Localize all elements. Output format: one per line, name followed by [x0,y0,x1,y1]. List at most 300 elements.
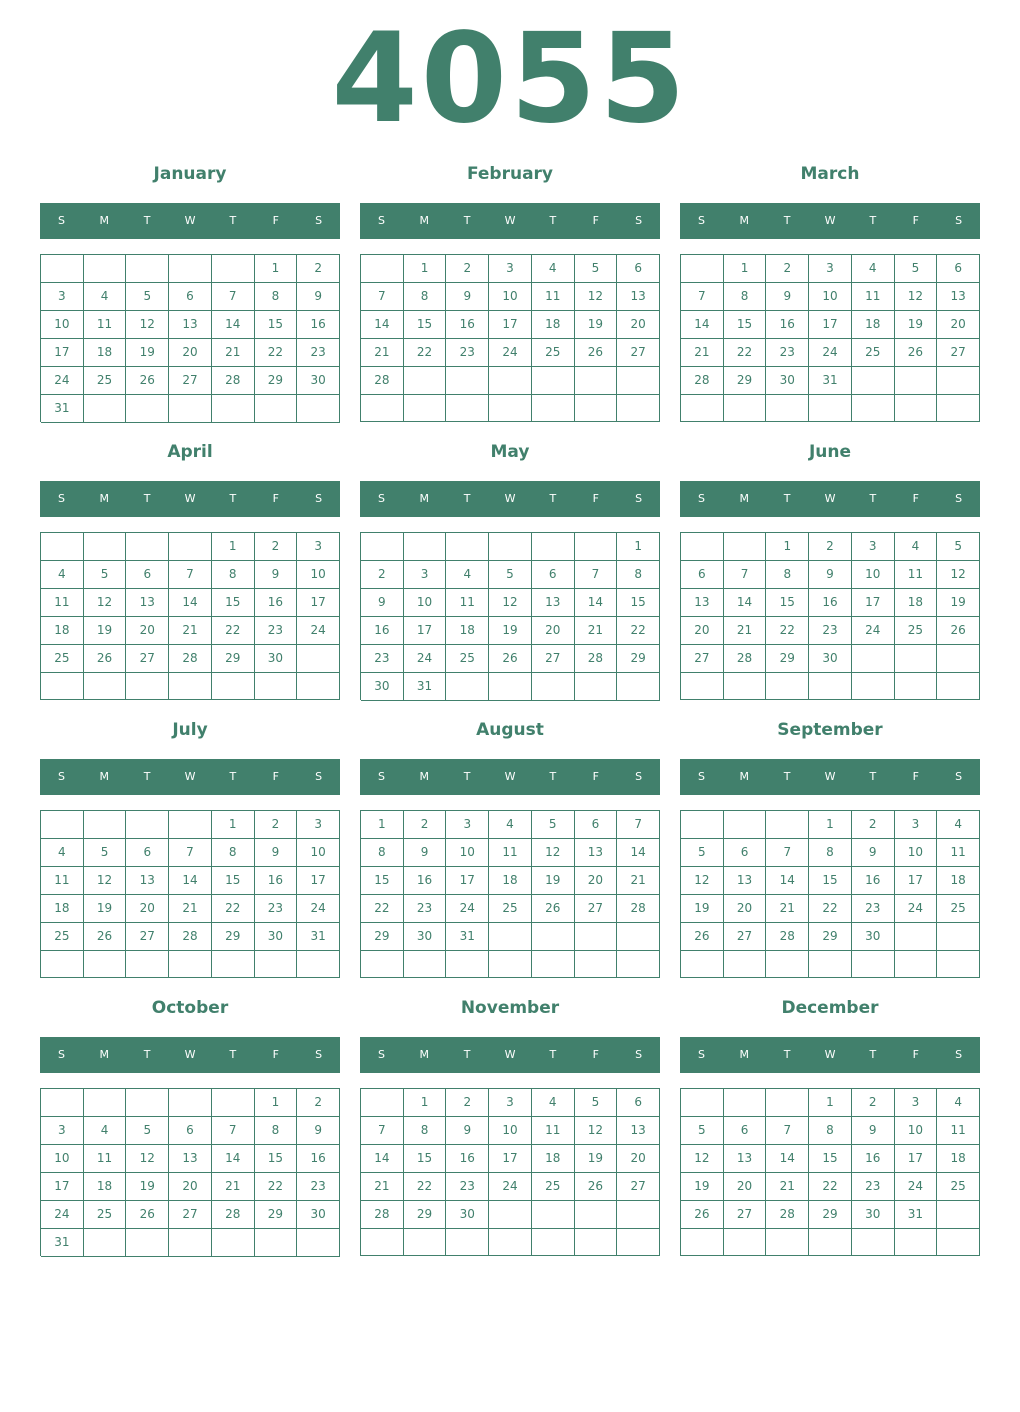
empty-day-cell [766,673,809,700]
day-cell: 12 [489,589,532,617]
empty-day-cell [297,645,340,673]
day-cell: 19 [575,1145,618,1173]
weekday-header: S [57,770,65,783]
weekday-header: T [463,1048,471,1061]
day-cell: 17 [489,1145,532,1173]
month-name: March [800,164,860,184]
day-cell: 5 [489,561,532,589]
empty-day-cell [766,395,809,422]
day-cell: 1 [255,1089,298,1117]
empty-day-cell [937,951,980,978]
day-cell: 2 [446,1089,489,1117]
day-cell: 5 [126,283,169,311]
day-cell: 5 [575,1089,618,1117]
day-cell: 8 [724,283,767,311]
empty-day-cell [681,673,724,700]
day-cell: 28 [212,1201,255,1229]
day-cell: 28 [361,1201,404,1229]
day-cell: 25 [532,1173,575,1201]
day-cell: 4 [41,839,84,867]
day-cell: 12 [895,283,938,311]
day-cell: 19 [84,895,127,923]
empty-day-cell [532,673,575,701]
weekday-header: T [783,770,791,783]
empty-day-cell [361,255,404,283]
empty-day-cell [724,811,767,839]
day-cell: 13 [169,311,212,339]
day-cell: 20 [681,617,724,645]
weekday-header: F [272,1048,279,1061]
day-cell: 8 [809,839,852,867]
empty-day-cell [169,395,212,423]
day-cell: 28 [212,367,255,395]
day-cell: 27 [126,645,169,673]
weekday-header: S [697,770,705,783]
day-cell: 19 [895,311,938,339]
weekday-header: S [57,214,65,227]
day-cell: 30 [404,923,447,951]
day-cell: 1 [617,533,660,561]
day-cell: 26 [489,645,532,673]
day-cell: 16 [446,1145,489,1173]
day-cell: 20 [532,617,575,645]
empty-day-cell [41,951,84,978]
month-name: November [460,998,560,1018]
empty-day-cell [404,533,447,561]
day-cell: 12 [575,1117,618,1145]
day-cell: 17 [809,311,852,339]
day-cell: 8 [404,283,447,311]
empty-day-cell [809,1229,852,1256]
day-cell: 14 [681,311,724,339]
day-cell: 23 [809,617,852,645]
day-cell: 27 [724,1201,767,1229]
day-cell: 11 [532,283,575,311]
day-cell: 16 [297,311,340,339]
weekday-header: S [635,770,643,783]
day-cell: 23 [255,617,298,645]
day-cell: 19 [126,339,169,367]
weekday-header-row [360,203,660,239]
day-cell: 7 [724,561,767,589]
empty-day-cell [617,395,660,422]
day-cell: 2 [297,1089,340,1117]
month-name: July [172,720,208,740]
day-cell: 27 [617,339,660,367]
empty-day-cell [169,951,212,978]
day-cell: 8 [212,561,255,589]
day-cell: 26 [895,339,938,367]
weekday-header: S [315,492,323,505]
day-cell: 28 [617,895,660,923]
day-cell: 10 [895,839,938,867]
weekday-header: S [697,492,705,505]
weekday-header-row [360,759,660,795]
day-cell: 29 [809,923,852,951]
day-cell: 12 [681,867,724,895]
weekday-header: W [504,492,516,505]
day-cell: 11 [937,1117,980,1145]
day-cell: 13 [617,1117,660,1145]
day-cell: 25 [895,617,938,645]
day-cell: 1 [404,255,447,283]
day-cell: 30 [255,923,298,951]
weekday-header: T [783,1048,791,1061]
day-cell: 10 [489,1117,532,1145]
empty-day-cell [126,951,169,978]
day-cell: 4 [852,255,895,283]
day-cell: 3 [852,533,895,561]
empty-day-cell [212,951,255,978]
weekday-header: S [635,1048,643,1061]
empty-day-cell [895,395,938,422]
weekday-header: W [504,214,516,227]
day-cell: 3 [489,255,532,283]
day-cell: 2 [766,255,809,283]
day-cell: 6 [724,1117,767,1145]
weekday-header: S [315,214,323,227]
day-cell: 16 [361,617,404,645]
day-cell: 16 [852,1145,895,1173]
weekday-header: S [377,214,385,227]
weekday-header: M [739,1048,750,1061]
day-cell: 16 [766,311,809,339]
empty-day-cell [41,673,84,700]
day-cell: 15 [212,867,255,895]
day-cell: 2 [404,811,447,839]
month-name: December [781,998,879,1018]
day-cell: 4 [446,561,489,589]
day-cell: 18 [852,311,895,339]
day-cell: 20 [126,617,169,645]
empty-day-cell [895,645,938,673]
day-cell: 1 [809,1089,852,1117]
day-cell: 11 [84,1145,127,1173]
empty-day-cell [575,673,618,701]
day-cell: 27 [126,923,169,951]
empty-day-cell [937,367,980,395]
empty-day-cell [575,533,618,561]
day-cell: 29 [212,923,255,951]
day-cell: 20 [575,867,618,895]
day-cell: 23 [255,895,298,923]
empty-day-cell [617,367,660,395]
day-cell: 2 [852,811,895,839]
day-cell: 5 [126,1117,169,1145]
day-cell: 12 [84,867,127,895]
empty-day-cell [84,1089,127,1117]
day-cell: 11 [84,311,127,339]
empty-day-cell [852,1229,895,1256]
day-cell: 25 [937,1173,980,1201]
day-cell: 16 [255,589,298,617]
weekday-header: F [592,1048,599,1061]
empty-day-cell [852,673,895,700]
empty-day-cell [41,255,84,283]
day-cell: 8 [212,839,255,867]
day-cell: 18 [41,617,84,645]
empty-day-cell [532,1229,575,1256]
empty-day-cell [446,533,489,561]
weekday-header: T [143,214,151,227]
day-cell: 13 [724,1145,767,1173]
day-cell: 16 [404,867,447,895]
empty-day-cell [895,951,938,978]
day-cell: 26 [84,645,127,673]
weekday-header-row [680,1037,980,1073]
day-cell: 24 [41,1201,84,1229]
day-cell: 4 [937,811,980,839]
weekday-header: T [869,214,877,227]
weekday-header: T [549,770,557,783]
day-cell: 19 [489,617,532,645]
day-cell: 21 [766,895,809,923]
day-cell: 3 [41,283,84,311]
empty-day-cell [212,255,255,283]
empty-day-cell [724,673,767,700]
day-cell: 13 [681,589,724,617]
day-cell: 29 [809,1201,852,1229]
empty-day-cell [937,1229,980,1256]
day-cell: 24 [809,339,852,367]
year-title: 4055 [331,7,689,151]
day-cell: 3 [297,533,340,561]
day-cell: 30 [361,673,404,701]
day-cell: 26 [937,617,980,645]
empty-day-cell [169,255,212,283]
day-cell: 7 [169,561,212,589]
day-cell: 25 [937,895,980,923]
day-cell: 5 [84,839,127,867]
day-cell: 26 [681,923,724,951]
day-cell: 11 [895,561,938,589]
day-cell: 19 [532,867,575,895]
day-cell: 31 [809,367,852,395]
day-cell: 14 [169,589,212,617]
empty-day-cell [617,923,660,951]
empty-day-cell [489,951,532,978]
weekday-header: S [697,214,705,227]
day-grid [680,1088,980,1256]
day-cell: 16 [255,867,298,895]
day-cell: 12 [84,589,127,617]
weekday-header: M [739,492,750,505]
empty-day-cell [724,395,767,422]
day-cell: 20 [617,311,660,339]
day-cell: 3 [297,811,340,839]
day-cell: 10 [41,311,84,339]
empty-day-cell [724,533,767,561]
weekday-header: F [592,770,599,783]
day-cell: 23 [297,1173,340,1201]
empty-day-cell [724,951,767,978]
empty-day-cell [681,255,724,283]
day-cell: 10 [809,283,852,311]
day-cell: 23 [766,339,809,367]
empty-day-cell [532,533,575,561]
weekday-header: S [57,492,65,505]
weekday-header: T [549,492,557,505]
empty-day-cell [617,1201,660,1229]
day-cell: 28 [169,923,212,951]
day-cell: 31 [895,1201,938,1229]
empty-day-cell [361,1089,404,1117]
day-cell: 30 [809,645,852,673]
empty-day-cell [446,951,489,978]
empty-day-cell [681,1089,724,1117]
weekday-header: S [377,1048,385,1061]
day-cell: 19 [84,617,127,645]
day-cell: 22 [361,895,404,923]
empty-day-cell [617,1229,660,1256]
day-cell: 31 [41,1229,84,1257]
empty-day-cell [297,1229,340,1257]
day-cell: 18 [937,1145,980,1173]
day-cell: 10 [297,561,340,589]
day-cell: 30 [766,367,809,395]
day-cell: 25 [489,895,532,923]
empty-day-cell [489,367,532,395]
day-cell: 13 [724,867,767,895]
day-cell: 3 [446,811,489,839]
day-cell: 2 [297,255,340,283]
day-cell: 24 [297,617,340,645]
day-cell: 21 [361,339,404,367]
day-grid [360,810,660,978]
empty-day-cell [532,367,575,395]
weekday-header-row [680,759,980,795]
day-grid [360,254,660,422]
day-cell: 14 [766,1145,809,1173]
day-cell: 25 [41,923,84,951]
weekday-header: T [463,770,471,783]
month-name: August [476,720,544,740]
empty-day-cell [575,951,618,978]
empty-day-cell [681,533,724,561]
day-cell: 17 [895,1145,938,1173]
day-cell: 2 [255,533,298,561]
day-cell: 22 [255,339,298,367]
day-cell: 7 [766,839,809,867]
day-cell: 14 [575,589,618,617]
day-cell: 23 [404,895,447,923]
day-cell: 7 [361,1117,404,1145]
day-cell: 22 [212,617,255,645]
day-cell: 4 [532,255,575,283]
day-cell: 19 [681,1173,724,1201]
day-cell: 10 [297,839,340,867]
day-cell: 27 [681,645,724,673]
day-cell: 31 [446,923,489,951]
empty-day-cell [255,951,298,978]
weekday-header: T [229,492,237,505]
day-cell: 27 [169,1201,212,1229]
day-cell: 15 [361,867,404,895]
day-cell: 11 [489,839,532,867]
empty-day-cell [404,951,447,978]
empty-day-cell [895,1229,938,1256]
empty-day-cell [575,395,618,422]
day-cell: 23 [852,895,895,923]
day-cell: 13 [617,283,660,311]
empty-day-cell [681,1229,724,1256]
day-cell: 6 [169,283,212,311]
day-cell: 17 [446,867,489,895]
month-name: April [167,442,213,462]
day-cell: 6 [617,255,660,283]
weekday-header: T [783,214,791,227]
day-cell: 20 [937,311,980,339]
weekday-header: F [592,492,599,505]
day-cell: 1 [724,255,767,283]
day-cell: 30 [297,367,340,395]
weekday-header: W [824,770,836,783]
day-cell: 17 [41,1173,84,1201]
day-cell: 14 [212,1145,255,1173]
empty-day-cell [681,395,724,422]
day-cell: 18 [532,1145,575,1173]
day-cell: 12 [126,1145,169,1173]
day-cell: 28 [681,367,724,395]
day-cell: 1 [809,811,852,839]
day-cell: 26 [532,895,575,923]
day-cell: 22 [404,1173,447,1201]
day-cell: 6 [937,255,980,283]
weekday-header: T [869,492,877,505]
day-cell: 23 [361,645,404,673]
empty-day-cell [532,395,575,422]
day-cell: 24 [404,645,447,673]
day-cell: 9 [852,839,895,867]
day-cell: 21 [575,617,618,645]
empty-day-cell [681,811,724,839]
empty-day-cell [575,1229,618,1256]
day-cell: 9 [446,283,489,311]
day-cell: 26 [84,923,127,951]
empty-day-cell [84,395,127,423]
day-cell: 7 [681,283,724,311]
day-cell: 7 [169,839,212,867]
day-cell: 7 [361,283,404,311]
day-cell: 13 [126,589,169,617]
day-cell: 17 [489,311,532,339]
empty-day-cell [84,255,127,283]
day-cell: 9 [297,1117,340,1145]
month-name: October [151,998,229,1018]
empty-day-cell [895,367,938,395]
weekday-header: F [912,1048,919,1061]
weekday-header: T [463,214,471,227]
empty-day-cell [895,673,938,700]
day-cell: 31 [297,923,340,951]
empty-day-cell [489,395,532,422]
day-cell: 22 [255,1173,298,1201]
day-grid [360,1088,660,1256]
empty-day-cell [212,1229,255,1257]
day-cell: 28 [724,645,767,673]
day-cell: 3 [41,1117,84,1145]
day-cell: 6 [617,1089,660,1117]
day-cell: 24 [446,895,489,923]
day-cell: 29 [617,645,660,673]
weekday-header: S [697,1048,705,1061]
day-cell: 9 [446,1117,489,1145]
weekday-header: M [739,770,750,783]
day-cell: 9 [361,589,404,617]
empty-day-cell [446,1229,489,1256]
day-cell: 2 [809,533,852,561]
day-cell: 4 [489,811,532,839]
